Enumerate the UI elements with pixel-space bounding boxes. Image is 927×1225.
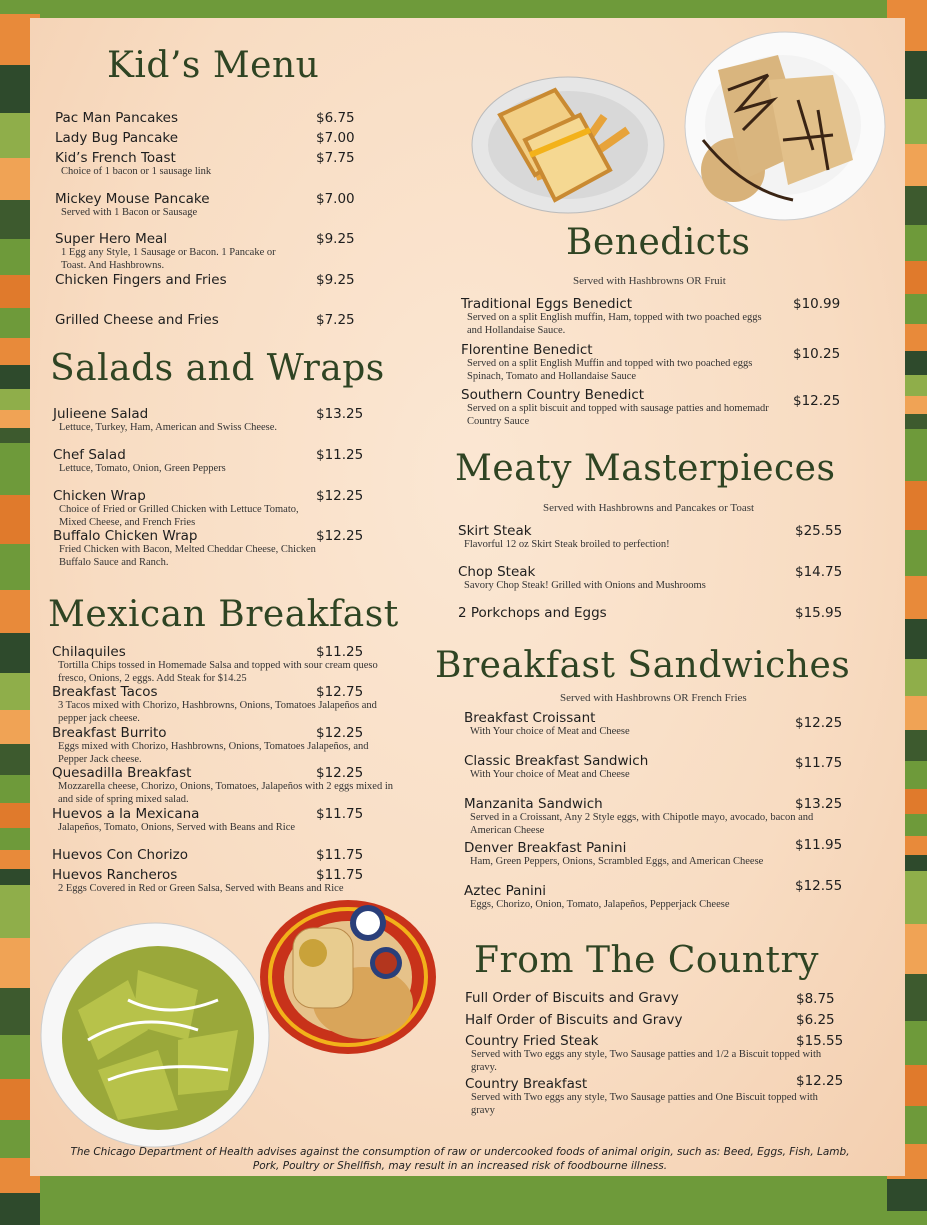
menu-item-price: $10.99 xyxy=(793,296,841,312)
menu-item-price: $25.55 xyxy=(795,523,843,539)
border-stripe xyxy=(0,0,40,14)
menu-item xyxy=(465,1076,840,1117)
menu-item-name: Buffalo Chicken Wrap xyxy=(53,528,198,544)
menu-item-name: Mickey Mouse Pancake xyxy=(55,191,210,207)
pancakes-photo xyxy=(683,30,888,222)
menu-item-price: $10.25 xyxy=(793,346,841,362)
menu-item-price: $7.00 xyxy=(316,130,355,146)
chilaquiles-photo xyxy=(38,920,273,1150)
menu-item-name: Huevos a la Mexicana xyxy=(52,806,200,822)
menu-item-name: Chilaquiles xyxy=(52,644,126,660)
menu-item-name: Pac Man Pancakes xyxy=(55,110,179,126)
menu-item xyxy=(464,710,819,739)
top-border xyxy=(0,0,927,18)
menu-item-name: Full Order of Biscuits and Gravy xyxy=(465,990,679,1006)
menu-item xyxy=(55,191,285,220)
menu-item-name: Super Hero Meal xyxy=(55,231,168,247)
menu-item-price: $6.25 xyxy=(796,1012,835,1028)
breakfast-sandwiches-title: Breakfast Sandwiches xyxy=(435,645,851,686)
menu-item xyxy=(464,883,819,912)
menu-item-description: Ham, Green Peppers, Onions, Scrambled Eggs, and American Cheese xyxy=(470,856,764,867)
kids-menu-title: Kid’s Menu xyxy=(107,45,320,86)
border-stripe xyxy=(0,1193,40,1225)
menu-item-description: Served on a split English muffin, Ham, topped with two poached eggs and Hollandaise Sauce. xyxy=(467,312,762,336)
health-disclaimer: The Chicago Department of Health advises against the consumption of raw or undercooked foods of animal origin, such as: Beed, Eggs, Fish, Lamb, Pork, Poultry or Shellfish, may result in an increased risk of foodbourne illness. xyxy=(70,1146,850,1172)
menu-item-description: Served with Two eggs any style, Two Sausage patties and One Biscuit topped with gravy xyxy=(471,1092,818,1116)
menu-item-price: $6.75 xyxy=(316,110,355,126)
menu-item-description: With Your choice of Meat and Cheese xyxy=(470,769,630,780)
menu-item xyxy=(464,796,819,837)
menu-item-price: $11.75 xyxy=(316,806,364,822)
menu-item-price: $12.75 xyxy=(316,684,364,700)
menu-item-name: Country Fried Steak xyxy=(465,1033,599,1049)
menu-item xyxy=(55,272,285,288)
menu-item-description: Tortilla Chips tossed in Homemade Salsa and topped with sour cream queso fresco, Onions, 2 eggs. Add Steak for $14.25 xyxy=(58,660,378,684)
menu-item-name: Southern Country Benedict xyxy=(461,387,645,403)
menu-item-description: Choice of 1 bacon or 1 sausage link xyxy=(61,166,212,177)
menu-item-price: $7.75 xyxy=(316,150,355,166)
meaty-masterpieces-subtitle: Served with Hashbrowns and Pancakes or Toast xyxy=(543,502,755,514)
menu-item-description: Fried Chicken with Bacon, Melted Cheddar Cheese, Chicken Buffalo Sauce and Ranch. xyxy=(59,544,316,568)
menu-item-name: Manzanita Sandwich xyxy=(464,796,603,812)
menu-item-description: Served on a split biscuit and topped with sausage patties and homemadr Country Sauce xyxy=(467,403,769,427)
menu-item-name: Chef Salad xyxy=(53,447,126,463)
border-stripe xyxy=(887,1179,927,1211)
menu-item-price: $11.75 xyxy=(316,867,364,883)
menu-item xyxy=(461,387,771,428)
menu-item xyxy=(55,150,285,179)
menu-item xyxy=(55,130,285,146)
menu-item-name: Breakfast Burrito xyxy=(52,725,167,741)
from-the-country-title: From The Country xyxy=(474,940,819,981)
menu-item-description: Eggs mixed with Chorizo, Hashbrowns, Onions, Tomatoes Jalapeños, and Pepper Jack cheese. xyxy=(58,741,369,765)
burrito-photo xyxy=(258,898,438,1056)
meaty-masterpieces-title: Meaty Masterpieces xyxy=(455,448,836,489)
menu-item xyxy=(55,110,285,126)
menu-item xyxy=(461,342,771,383)
menu-item-description: Choice of Fried or Grilled Chicken with Lettuce Tomato, Mixed Cheese, and French Fries xyxy=(59,504,299,528)
menu-item-description: Served with Two eggs any style, Two Sausage patties and 1/2 a Biscuit topped with gravy. xyxy=(471,1049,822,1073)
benedicts-title: Benedicts xyxy=(566,222,751,263)
menu-item-description: Served on a split English Muffin and topped with two poached eggs Spinach, Tomato and Hollandaise Sauce xyxy=(467,358,753,382)
mexican-breakfast-title: Mexican Breakfast xyxy=(48,594,399,635)
menu-item xyxy=(53,406,323,435)
menu-item-price: $15.55 xyxy=(796,1033,844,1049)
menu-item-name: Grilled Cheese and Fries xyxy=(55,312,219,328)
menu-item-price: $9.25 xyxy=(316,272,355,288)
menu-item-price: $8.75 xyxy=(796,991,835,1007)
menu-item-price: $12.25 xyxy=(316,725,364,741)
menu-item xyxy=(464,753,819,782)
benedicts-subtitle: Served with Hashbrowns OR Fruit xyxy=(573,275,726,287)
menu-item-name: Country Breakfast xyxy=(465,1076,588,1092)
menu-item xyxy=(55,231,285,272)
menu-item-description: Jalapeños, Tomato, Onions, Served with Beans and Rice xyxy=(58,822,296,833)
menu-item xyxy=(53,528,323,569)
menu-item xyxy=(464,840,819,869)
menu-item-name: Breakfast Tacos xyxy=(52,684,158,700)
menu-item xyxy=(465,1033,840,1074)
menu-item-name: Chicken Fingers and Fries xyxy=(55,272,227,288)
menu-item-name: Skirt Steak xyxy=(458,523,532,539)
menu-item-price: $15.95 xyxy=(795,605,843,621)
grilled-cheese-photo xyxy=(470,70,670,220)
menu-item-price: $11.95 xyxy=(795,837,843,853)
menu-item-name: 2 Porkchops and Eggs xyxy=(458,605,607,621)
menu-item xyxy=(458,605,758,621)
menu-item-price: $12.25 xyxy=(795,715,843,731)
menu-item-price: $14.75 xyxy=(795,564,843,580)
menu-item-name: Lady Bug Pancake xyxy=(55,130,179,146)
menu-item-description: With Your choice of Meat and Cheese xyxy=(470,726,630,737)
menu-item xyxy=(461,296,771,337)
menu-item xyxy=(53,488,323,529)
menu-item-name: Kid’s French Toast xyxy=(55,150,176,166)
menu-item xyxy=(465,990,840,1006)
menu-item-description: Served with 1 Bacon or Sausage xyxy=(61,207,198,218)
menu-item-name: Half Order of Biscuits and Gravy xyxy=(465,1012,683,1028)
menu-item-description: Lettuce, Turkey, Ham, American and Swiss Cheese. xyxy=(59,422,278,433)
menu-item xyxy=(458,564,758,593)
menu-item-price: $11.25 xyxy=(316,447,364,463)
menu-item-price: $7.25 xyxy=(316,312,355,328)
menu-item-price: $9.25 xyxy=(316,231,355,247)
menu-item-name: Quesadilla Breakfast xyxy=(52,765,192,781)
menu-item-description: 2 Eggs Covered in Red or Green Salsa, Served with Beans and Rice xyxy=(58,883,344,894)
menu-item-price: $11.75 xyxy=(316,847,364,863)
menu-item-name: Chicken Wrap xyxy=(53,488,146,504)
menu-item xyxy=(53,447,323,476)
menu-item xyxy=(465,1012,840,1028)
menu-item-name: Breakfast Croissant xyxy=(464,710,596,726)
menu-item-description: 1 Egg any Style, 1 Sausage or Bacon. 1 Pancake or Toast. And Hashbrowns. xyxy=(61,247,276,271)
menu-item-price: $13.25 xyxy=(316,406,364,422)
menu-item-name: Aztec Panini xyxy=(464,883,547,899)
menu-item-name: Denver Breakfast Panini xyxy=(464,840,627,856)
menu-item-description: Lettuce, Tomato, Onion, Green Peppers xyxy=(59,463,226,474)
menu-item-price: $12.25 xyxy=(793,393,841,409)
menu-item-description: Eggs, Chorizo, Onion, Tomato, Jalapeños, Pepperjack Cheese xyxy=(470,899,730,910)
menu-item-price: $12.25 xyxy=(316,488,364,504)
menu-item-price: $11.25 xyxy=(316,644,364,660)
menu-item-description: Savory Chop Steak! Grilled with Onions and Mushrooms xyxy=(464,580,706,591)
menu-item-price: $12.25 xyxy=(316,528,364,544)
menu-item xyxy=(458,523,758,552)
menu-item-price: $7.00 xyxy=(316,191,355,207)
menu-item-description: Flavorful 12 oz Skirt Steak broiled to perfection! xyxy=(464,539,670,550)
menu-item-price: $12.25 xyxy=(796,1073,844,1089)
menu-item-name: Traditional Eggs Benedict xyxy=(461,296,633,312)
menu-item-description: Mozzarella cheese, Chorizo, Onions, Tomatoes, Jalapeños with 2 eggs mixed in and side of spring mixed salad. xyxy=(58,781,393,805)
bottom-border xyxy=(0,1176,927,1200)
menu-item-price: $12.55 xyxy=(795,878,843,894)
menu-item-name: Classic Breakfast Sandwich xyxy=(464,753,649,769)
menu-item-name: Huevos Rancheros xyxy=(52,867,178,883)
menu-item-name: Chop Steak xyxy=(458,564,536,580)
menu-item-name: Florentine Benedict xyxy=(461,342,593,358)
breakfast-sandwiches-subtitle: Served with Hashbrowns OR French Fries xyxy=(560,692,747,704)
menu-item-price: $12.25 xyxy=(316,765,364,781)
menu-item-name: Huevos Con Chorizo xyxy=(52,847,189,863)
menu-item-price: $13.25 xyxy=(795,796,843,812)
menu-item-name: Julieene Salad xyxy=(53,406,149,422)
menu-item-description: Served in a Croissant, Any 2 Style eggs, with Chipotle mayo, avocado, bacon and American Cheese xyxy=(470,812,814,836)
menu-item-description: 3 Tacos mixed with Chorizo, Hashbrowns, Onions, Tomatoes Jalapeños and pepper jack cheese. xyxy=(58,700,377,724)
menu-item xyxy=(55,312,285,328)
salads-wraps-title: Salads and Wraps xyxy=(50,348,385,389)
menu-item-price: $11.75 xyxy=(795,755,843,771)
